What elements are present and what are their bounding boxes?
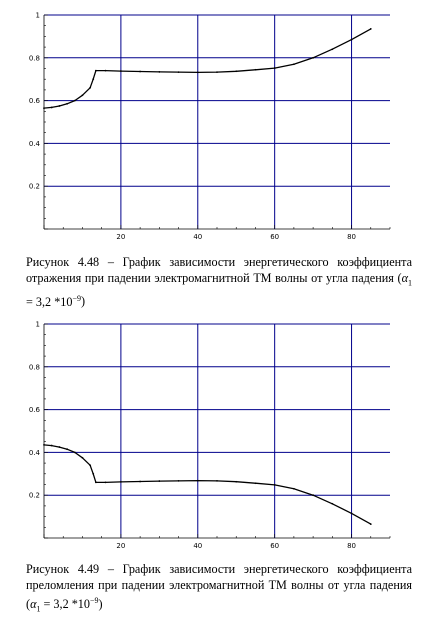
caption-separator: – [107, 255, 114, 269]
y-tick-label: 0.8 [28, 54, 40, 63]
y-tick-label: 1 [35, 11, 40, 20]
caption-text: График зависимости энергетического коэффициента преломления при падении электромагнитной ТМ волны от угла падения ( [26, 562, 413, 612]
data-point [255, 69, 257, 71]
data-point [120, 481, 122, 483]
data-point [139, 71, 141, 73]
y-tick-label: 0.2 [28, 182, 40, 191]
data-point [105, 481, 107, 483]
data-point [58, 446, 60, 448]
data-point [82, 94, 84, 96]
formula-subscript: 1 [408, 277, 412, 287]
data-point [105, 70, 107, 72]
series-line [44, 445, 371, 524]
y-tick-label: 0.8 [28, 363, 40, 372]
y-tick-label: 0.6 [28, 406, 40, 415]
y-tick-label: 1 [35, 320, 40, 329]
caption-close: ) [98, 597, 103, 612]
data-point [370, 28, 372, 30]
data-point [331, 503, 333, 505]
data-point [216, 71, 218, 73]
series-line [44, 29, 371, 108]
data-point [274, 484, 276, 486]
x-tick-label: 80 [347, 542, 357, 550]
data-point [351, 512, 353, 514]
data-point [66, 103, 68, 105]
y-tick-label: 0.2 [28, 491, 40, 500]
formula [30, 596, 99, 614]
figure-refraction [0, 312, 424, 631]
caption-refraction [26, 562, 412, 617]
data-point [197, 71, 199, 73]
data-point [235, 70, 237, 72]
formula-symbol: α [401, 270, 408, 285]
x-tick-label: 60 [270, 233, 280, 240]
data-point [66, 448, 68, 450]
data-point [312, 494, 314, 496]
data-point [58, 105, 60, 107]
caption-close: ) [81, 294, 86, 309]
data-point [89, 464, 91, 466]
formula-symbol: α [30, 597, 37, 612]
data-point [120, 70, 122, 72]
y-tick-label: 0.4 [28, 448, 40, 457]
data-point [82, 457, 84, 459]
data-point [351, 39, 353, 41]
data-point [89, 87, 91, 89]
data-point [274, 67, 276, 69]
data-point [95, 70, 97, 72]
data-point [197, 480, 199, 482]
data-point [74, 452, 76, 454]
data-point [92, 473, 94, 475]
formula-rhs: = 3,2 *10 [26, 294, 73, 309]
x-tick-label: 40 [193, 542, 203, 550]
y-tick-label: 0.6 [28, 97, 40, 106]
x-tick-label: 40 [193, 233, 203, 240]
chart-reflection [0, 0, 424, 240]
data-point [293, 488, 295, 490]
formula-exponent: −9 [90, 596, 99, 605]
caption-label: Рисунок 4.48 [26, 255, 100, 269]
data-point [158, 480, 160, 482]
data-point [370, 523, 372, 525]
data-point [293, 63, 295, 65]
data-point [255, 482, 257, 484]
formula-exponent: −9 [72, 293, 81, 303]
formula-subscript: 1 [36, 604, 41, 614]
data-point [139, 481, 141, 483]
figure-reflection [0, 0, 424, 312]
data-point [92, 78, 94, 80]
x-tick-label: 20 [116, 542, 126, 550]
data-point [51, 445, 53, 447]
caption-reflection [26, 255, 412, 310]
data-point [51, 107, 53, 109]
x-tick-label: 80 [347, 233, 357, 240]
data-point [312, 57, 314, 59]
data-point [43, 107, 45, 109]
data-point [216, 480, 218, 482]
data-point [331, 48, 333, 50]
data-point [158, 71, 160, 73]
x-tick-label: 60 [270, 542, 280, 550]
data-point [95, 481, 97, 483]
formula-rhs: = 3,2 *10 [40, 597, 90, 612]
chart-refraction [0, 312, 424, 557]
x-tick-label: 20 [116, 233, 126, 240]
data-point [178, 480, 180, 482]
caption-label: Рисунок 4.49 [26, 562, 100, 576]
data-point [235, 481, 237, 483]
data-point [43, 444, 45, 446]
data-point [74, 100, 76, 102]
data-point [178, 71, 180, 73]
y-tick-label: 0.4 [28, 139, 40, 148]
caption-text: График зависимости энергетического коэффициента отражения при падении электромагнитной ТМ волны от угла падения ( [26, 255, 413, 285]
caption-separator: – [107, 562, 114, 576]
